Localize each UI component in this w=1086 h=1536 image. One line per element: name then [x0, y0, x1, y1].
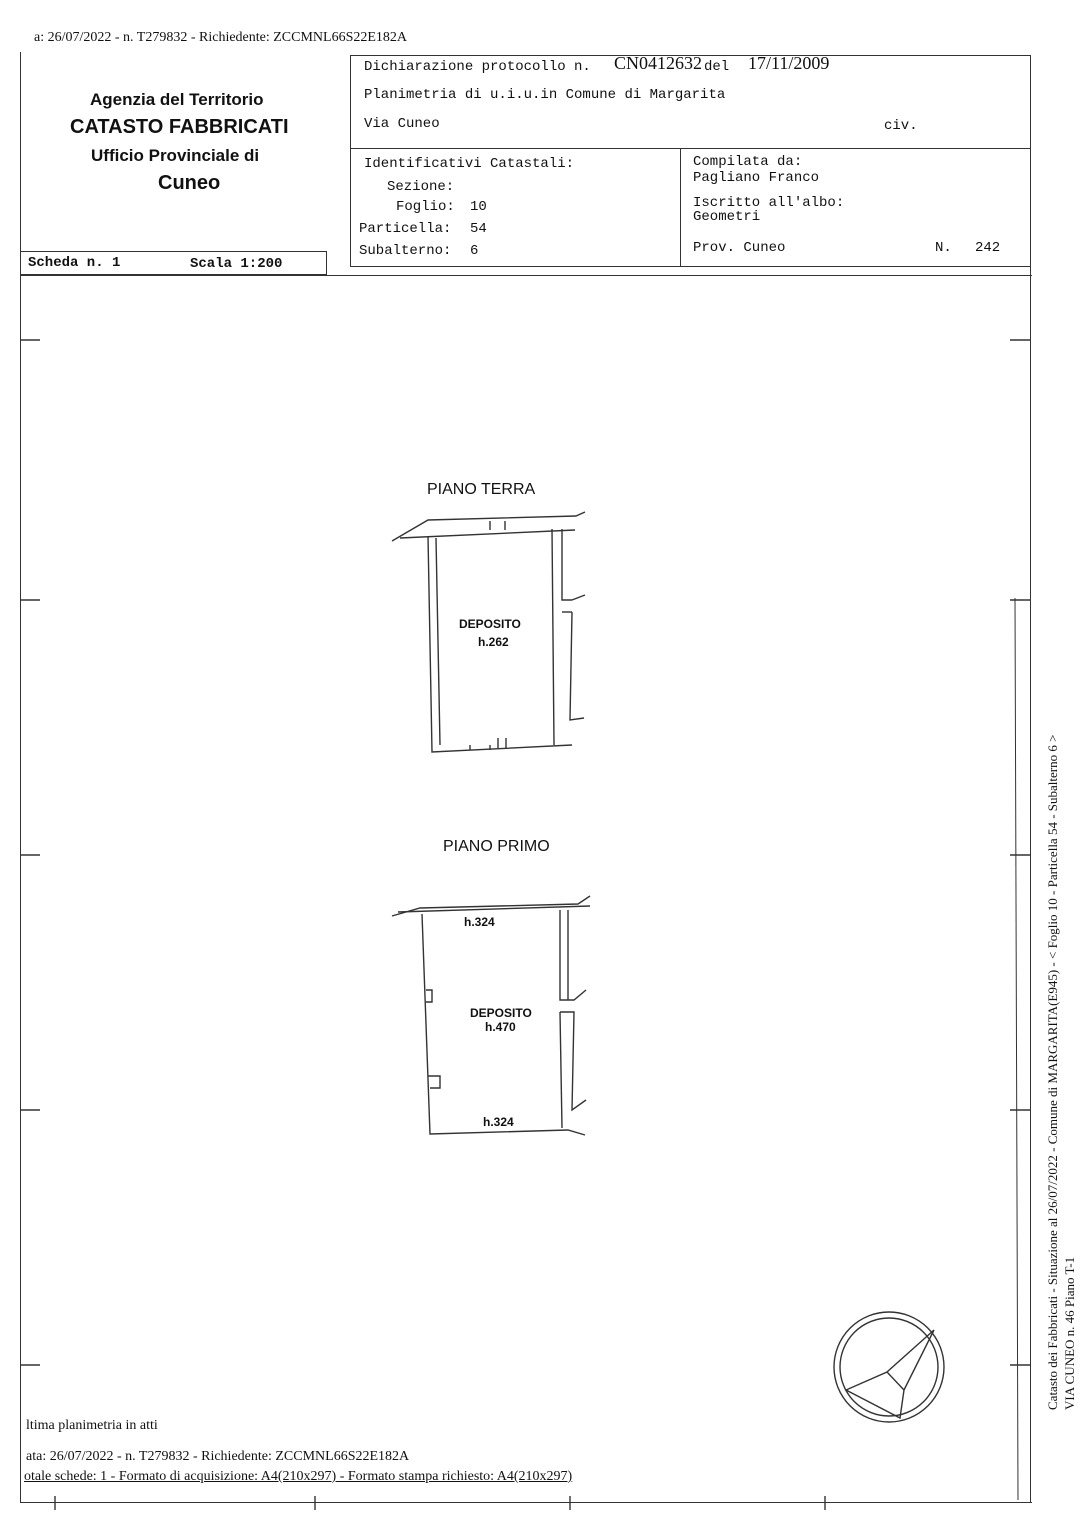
bottom-height-primo: h.324 — [483, 1115, 514, 1129]
foglio-value: 10 — [470, 199, 487, 215]
floor-title-primo: PIANO PRIMO — [443, 838, 550, 855]
agency-line2: CATASTO FABBRICATI — [70, 116, 289, 138]
top-stamp: a: 26/07/2022 - n. T279832 - Richiedente: ZCCMNL66S22E182A — [34, 30, 408, 45]
foglio-label: Foglio: — [396, 199, 455, 215]
n-value: 242 — [975, 240, 1001, 256]
subalterno-label: Subalterno: — [359, 243, 452, 259]
room-terra: DEPOSITO — [459, 617, 521, 631]
sezione-label: Sezione: — [387, 179, 455, 195]
subalterno-value: 6 — [470, 243, 479, 259]
agency-line3: Ufficio Provinciale di — [91, 146, 260, 165]
floor-title-terra: PIANO TERRA — [427, 481, 536, 498]
footer-line1: ltima planimetria in atti — [26, 1418, 158, 1433]
compiled-by-label: Compilata da: — [693, 154, 803, 170]
decl-street: Via Cuneo — [364, 116, 440, 132]
particella-label: Particella: — [359, 221, 452, 237]
particella-value: 54 — [470, 221, 487, 237]
footer-line3: otale schede: 1 - Formato di acquisizione: A4(210x297) - Formato stampa richiesto: A4(210x297) — [24, 1469, 573, 1484]
prov-label: Prov. Cuneo — [693, 240, 786, 256]
footer-line2: ata: 26/07/2022 - n. T279832 - Richiedente: ZCCMNL66S22E182A — [26, 1449, 410, 1464]
agency-line4: Cuneo — [158, 172, 221, 194]
decl-prefix: Dichiarazione protocollo n. — [364, 59, 591, 75]
agency-line1: Agenzia del Territorio — [90, 90, 264, 109]
albo-label: Iscritto all'albo: — [693, 195, 845, 211]
n-label: N. — [935, 240, 952, 256]
scheda-scale: Scala 1:200 — [190, 256, 283, 272]
decl-civ: civ. — [884, 118, 918, 134]
decl-date: 17/11/2009 — [748, 53, 830, 73]
compiled-by-value: Pagliano Franco — [693, 170, 820, 186]
side-text-line1: Catasto dei Fabbricati - Situazione al 26/07/2022 - Comune di MARGARITA(E945) - < Foglio 10 - Particella 54 - Subalterno 6 > — [1045, 734, 1060, 1410]
decl-number: CN0412632 — [614, 53, 703, 73]
decl-del: del — [704, 59, 730, 75]
side-text-line2: VIA CUNEO n. 46 Piano T-1 — [1062, 1256, 1077, 1410]
albo-value: Geometri — [693, 209, 761, 225]
ident-title: Identificativi Catastali: — [364, 156, 575, 172]
height-primo: h.470 — [485, 1020, 516, 1034]
decl-planimetry: Planimetria di u.i.u.in Comune di Margarita — [364, 87, 726, 103]
height-terra: h.262 — [478, 635, 509, 649]
room-primo: DEPOSITO — [470, 1006, 532, 1020]
top-height-primo: h.324 — [464, 915, 495, 929]
scheda-label: Scheda n. 1 — [28, 255, 121, 271]
